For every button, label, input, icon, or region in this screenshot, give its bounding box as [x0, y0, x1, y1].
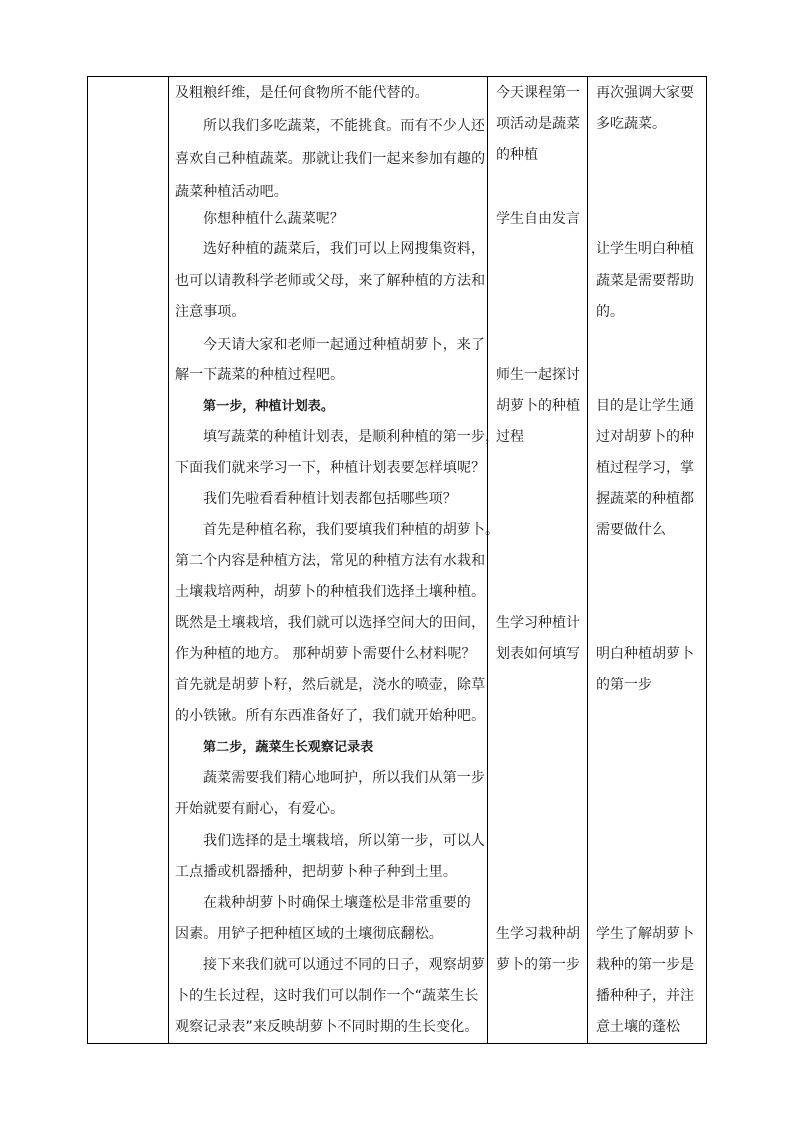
content-line: 蔬菜种植活动吧。: [175, 184, 288, 200]
content-line: 今天请大家和老师一起通过种植胡萝卜，来了: [203, 337, 485, 353]
intent-line: 明白种植胡萝卜: [596, 646, 694, 662]
content-line: 解一下蔬菜的种植过程吧。: [175, 367, 345, 383]
step-one-heading: 第一步，种植计划表。: [203, 399, 335, 414]
content-line: 我们选择的是土壤栽培，所以第一步，可以人: [203, 833, 485, 849]
content-line: 土壤栽培两种，胡萝卜的种植我们选择土壤种植。: [175, 584, 486, 600]
intent-line: 播种种子，并注: [596, 988, 694, 1004]
intent-line: 多吃蔬菜。: [596, 116, 666, 132]
student-line: 过程: [496, 429, 524, 445]
content-line: 在栽种胡萝卜时确保土壤蓬松是非常重要的: [203, 895, 471, 911]
intent-line: 需要做什么: [596, 522, 666, 538]
content-line: 的小铁锹。所有东西准备好了，我们就开始种吧。: [175, 708, 486, 724]
student-line: 项活动是蔬菜: [496, 116, 580, 132]
intent-line: 的第一步: [596, 677, 652, 693]
student-line: 胡萝卜的种植: [496, 398, 580, 414]
column-divider: [587, 77, 588, 1043]
intent-line: 再次强调大家要: [596, 85, 694, 101]
intent-line: 蔬菜是需要帮助: [596, 273, 694, 289]
content-line: 及粗粮纤维，是任何食物所不能代替的。: [175, 85, 429, 101]
content-line: 开始就要有耐心，有爱心。: [175, 801, 345, 817]
content-line: 因素。用铲子把种植区域的土壤彻底翻松。: [175, 926, 443, 942]
content-line: 接下来我们就可以通过不同的日子，观察胡萝: [203, 957, 485, 973]
intent-line: 让学生明白种植: [596, 241, 694, 257]
content-line: 作为种植的地方。 那种胡萝卜需要什么材料呢？: [175, 646, 476, 662]
content-line: 喜欢自己种植蔬菜。那就让我们一起来参加有趣的: [175, 151, 486, 167]
column-divider: [168, 77, 169, 1043]
content-line: 选好种植的蔬菜后，我们可以上网搜集资料，: [203, 241, 485, 257]
content-line: 第二个内容是种植方法，常见的种植方法有水栽和: [175, 553, 486, 569]
lesson-plan-table: [87, 76, 707, 1044]
intent-line: 过对胡萝卜的种: [596, 429, 694, 445]
student-line: 师生一起探讨: [496, 367, 580, 383]
intent-line: 意土壤的蓬松: [596, 1019, 680, 1035]
content-line: 我们先啦看看种植计划表都包括哪些项？: [203, 491, 457, 507]
student-line: 萝卜的第一步: [496, 957, 580, 973]
content-line: 首先是种植名称，我们要填我们种植的胡萝卜。: [203, 522, 500, 538]
intent-line: 栽种的第一步是: [596, 957, 694, 973]
intent-line: 的。: [596, 304, 624, 320]
step-two-heading: 第二步，蔬菜生长观察记录表: [203, 740, 374, 755]
student-line: 生学习栽种胡: [496, 926, 580, 942]
student-line: 的种植: [496, 147, 538, 163]
content-line: 填写蔬菜的种植计划表，是顺利种植的第一步，: [203, 429, 500, 445]
content-line: 观察记录表”来反映胡萝卜不同时期的生长变化。: [175, 1019, 479, 1035]
student-line: 生学习种植计: [496, 615, 580, 631]
content-line: 也可以请教科学老师或父母，来了解种植的方法和: [175, 273, 486, 289]
content-line: 下面我们就来学习一下，种植计划表要怎样填呢？: [175, 460, 486, 476]
student-line: 划表如何填写: [496, 646, 580, 662]
column-divider: [487, 77, 488, 1043]
intent-line: 目的是让学生通: [596, 398, 694, 414]
student-line: 今天课程第一: [496, 85, 580, 101]
content-line: 工点播或机器播种，把胡萝卜种子种到土里。: [175, 864, 457, 880]
content-line: 你想种植什么蔬菜呢？: [203, 211, 344, 227]
intent-line: 学生了解胡萝卜: [596, 926, 694, 942]
content-line: 首先就是胡萝卜籽，然后就是，浇水的喷壶，除草: [175, 677, 486, 693]
content-line: 既然是土壤栽培，我们就可以选择空间大的田间，: [175, 615, 486, 631]
student-line: 学生自由发言: [496, 211, 580, 227]
content-line: 卜的生长过程，这时我们可以制作一个“蔬菜生长: [175, 988, 479, 1004]
content-line: 所以我们多吃蔬菜，不能挑食。而有不少人还: [203, 118, 485, 134]
content-line: 蔬菜需要我们精心地呵护，所以我们从第一步: [203, 770, 485, 786]
intent-line: 握蔬菜的种植都: [596, 491, 694, 507]
intent-line: 植过程学习，掌: [596, 460, 694, 476]
content-line: 注意事项。: [175, 304, 246, 320]
